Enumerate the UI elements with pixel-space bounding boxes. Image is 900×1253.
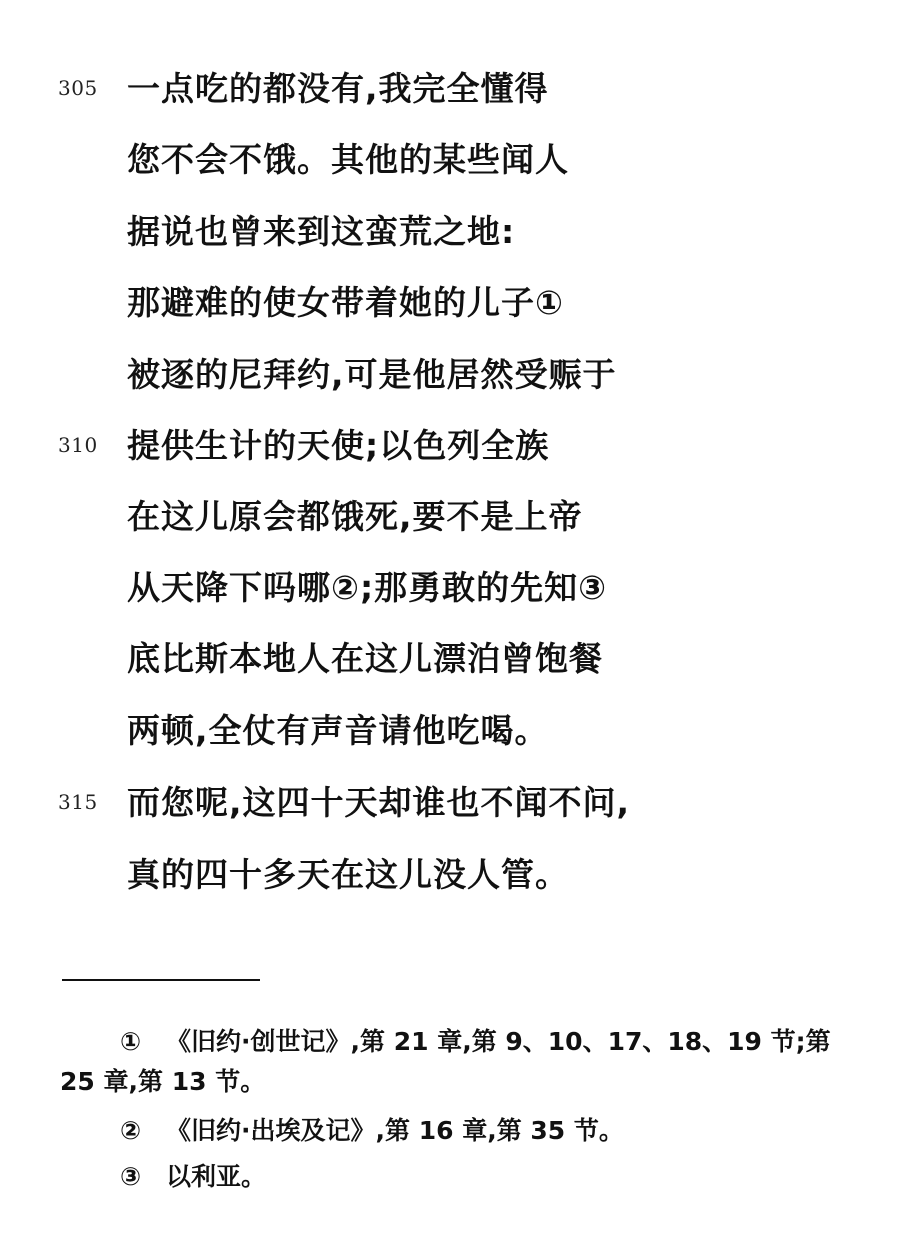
poem-line	[0, 421, 900, 471]
footnote-divider	[62, 979, 260, 981]
poem-line	[0, 135, 900, 185]
footnote-text: 《旧约·出埃及记》,第 16 章,第 35 节。	[166, 1116, 624, 1145]
footnote-3	[120, 1159, 266, 1195]
poem-line	[0, 350, 900, 400]
footnote-marker: ③	[120, 1162, 142, 1191]
footnote-2	[120, 1113, 624, 1149]
line-text: 在这儿原会都饿死,要不是上帝	[127, 497, 583, 536]
poem-line	[0, 850, 900, 900]
line-text: 一点吃的都没有,我完全懂得	[127, 69, 549, 108]
line-text: 那避难的使女带着她的儿子①	[127, 283, 564, 322]
poem-line	[0, 492, 900, 542]
poem-line	[0, 563, 900, 613]
footnote-text: 以利亚。	[166, 1162, 267, 1191]
footnote-text: 25 章,第 13 节。	[60, 1067, 266, 1096]
line-text: 而您呢,这四十天却谁也不闻不问,	[127, 783, 631, 822]
poem-line	[0, 778, 900, 828]
line-text: 提供生计的天使;以色列全族	[127, 426, 550, 465]
line-text: 底比斯本地人在这儿漂泊曾饱餐	[127, 639, 603, 678]
line-number: 310	[58, 433, 98, 457]
line-number: 305	[58, 76, 98, 100]
poem-line	[0, 207, 900, 257]
footnote-1-continued	[60, 1064, 265, 1100]
poem-line	[0, 706, 900, 756]
line-text: 从天降下吗哪②;那勇敢的先知③	[127, 568, 608, 607]
poem-line	[0, 634, 900, 684]
line-text: 两顿,全仗有声音请他吃喝。	[127, 711, 549, 750]
footnote-marker: ②	[120, 1116, 142, 1145]
poem-line	[0, 64, 900, 114]
line-text: 真的四十多天在这儿没人管。	[127, 855, 569, 894]
line-text: 您不会不饿。其他的某些闻人	[127, 140, 569, 179]
footnote-marker: ①	[120, 1027, 142, 1056]
poem-line	[0, 278, 900, 328]
footnote-1	[120, 1024, 831, 1060]
line-text: 据说也曾来到这蛮荒之地:	[127, 212, 516, 251]
line-number: 315	[58, 790, 98, 814]
footnote-text: 《旧约·创世记》,第 21 章,第 9、10、17、18、19 节;第	[166, 1027, 831, 1056]
line-text: 被逐的尼拜约,可是他居然受赈于	[127, 355, 617, 394]
